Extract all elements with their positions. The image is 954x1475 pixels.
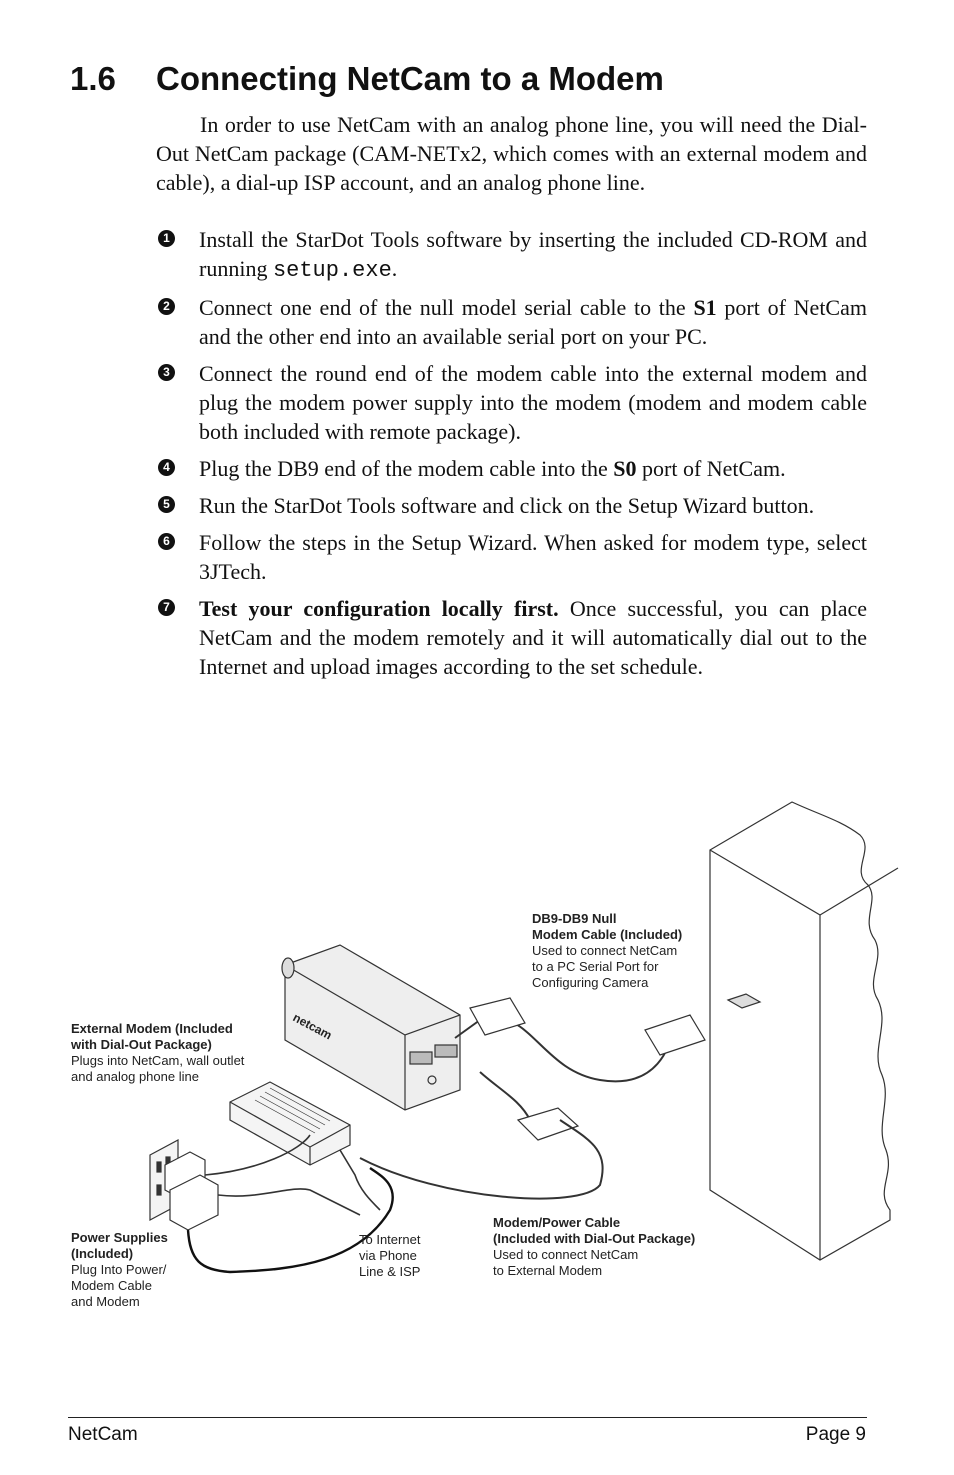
steps-list bbox=[156, 225, 867, 689]
callout-line: Plugs into NetCam, wall outlet bbox=[71, 1053, 245, 1068]
step-number-badge: 4 bbox=[158, 459, 175, 476]
step-1 bbox=[156, 225, 867, 285]
callout-title: Modem/Power Cable bbox=[493, 1215, 621, 1230]
step-text: Connect one end of the null model serial cable to the bbox=[199, 295, 694, 320]
step-5 bbox=[156, 491, 867, 520]
section-number: 1.6 bbox=[70, 60, 116, 97]
camera-brand-text: netcam bbox=[290, 1010, 335, 1043]
callout-title: Power Supplies bbox=[71, 1230, 168, 1245]
pc-tower-top-edge bbox=[820, 868, 898, 915]
s0-port-label: S0 bbox=[613, 456, 637, 481]
callout-line: Used to connect NetCam bbox=[532, 943, 678, 958]
step-text: Run the StarDot Tools software and click on the Setup Wizard button. bbox=[199, 493, 815, 518]
step-bold-lead: Test your configuration locally first. bbox=[199, 596, 559, 621]
step-7 bbox=[156, 594, 867, 681]
connection-diagram bbox=[60, 790, 920, 1320]
callout-title: External Modem (Included bbox=[71, 1021, 233, 1036]
step-number-badge: 7 bbox=[158, 599, 175, 616]
camera-lens bbox=[282, 958, 294, 978]
callout-line: to a PC Serial Port for bbox=[532, 959, 659, 974]
callout-line: and analog phone line bbox=[71, 1069, 199, 1084]
pc-tower bbox=[710, 802, 890, 1260]
step-text: Install the StarDot Tools software by inserting the included CD-ROM and running bbox=[199, 227, 867, 281]
callout-modem-power-cable bbox=[493, 1215, 695, 1279]
section-heading bbox=[70, 60, 664, 98]
step-number-badge: 2 bbox=[158, 298, 175, 315]
step-6 bbox=[156, 528, 867, 586]
footer-rule bbox=[68, 1417, 867, 1418]
step-text-end: . bbox=[391, 256, 398, 281]
footer-left: NetCam bbox=[68, 1424, 138, 1445]
pc-serial-port bbox=[728, 994, 760, 1008]
setup-exe-code: setup.exe bbox=[272, 258, 392, 283]
camera-port-s0 bbox=[410, 1052, 432, 1064]
null-modem-connector-a bbox=[470, 998, 525, 1035]
step-3 bbox=[156, 359, 867, 446]
callout-line: Modem Cable bbox=[71, 1278, 152, 1293]
null-modem-connector-b bbox=[645, 1015, 705, 1055]
callout-power-supplies bbox=[71, 1230, 168, 1310]
callout-line: Configuring Camera bbox=[532, 975, 649, 990]
callout-line: via Phone bbox=[359, 1248, 417, 1263]
pc-tower-edge bbox=[710, 850, 820, 1260]
modem-power-cable bbox=[480, 1072, 530, 1120]
step-text: Plug the DB9 end of the modem cable into the bbox=[199, 456, 614, 481]
callout-title: Modem Cable (Included) bbox=[532, 927, 683, 942]
callout-modem bbox=[71, 1021, 244, 1085]
step-text-end: port of NetCam and the other end into an available serial port on your PC. bbox=[199, 295, 867, 349]
step-2 bbox=[156, 293, 867, 351]
page-number: Page 9 bbox=[805, 1424, 866, 1445]
callout-title: with Dial-Out Package) bbox=[71, 1037, 212, 1052]
section-title: Connecting NetCam to a Modem bbox=[156, 60, 664, 97]
callout-line: Plug Into Power/ bbox=[71, 1262, 167, 1277]
callout-line: To Internet bbox=[359, 1232, 421, 1247]
intro-paragraph: In order to use NetCam with an analog phone line, you will need the Dial-Out NetCam package (CAM-NETx2, which comes with an external modem and cable), a dial-up ISP account, and an analog phone line. bbox=[156, 112, 867, 195]
camera-port-s1 bbox=[435, 1045, 457, 1057]
callout-line: Used to connect NetCam bbox=[493, 1247, 639, 1262]
external-modem bbox=[230, 1082, 350, 1165]
callout-title: (Included) bbox=[71, 1246, 134, 1261]
step-text: Follow the steps in the Setup Wizard. When asked for modem type, select 3JTech. bbox=[199, 530, 867, 584]
step-number-badge: 5 bbox=[158, 496, 175, 513]
callout-null-cable bbox=[532, 911, 682, 991]
step-text: Connect the round end of the modem cable into the external modem and plug the modem power supply into the modem (modem and modem cable both included with remote package). bbox=[199, 361, 867, 444]
callout-title: DB9-DB9 Null bbox=[532, 911, 617, 926]
callout-line: to External Modem bbox=[493, 1263, 603, 1278]
step-number-badge: 6 bbox=[158, 533, 175, 550]
modem-db9-connector bbox=[518, 1108, 578, 1140]
step-text-end: port of NetCam. bbox=[636, 456, 786, 481]
s1-port-label: S1 bbox=[693, 295, 717, 320]
step-text-end: Once successful, you can place NetCam and the modem remotely and it will automatically dial out to the Internet and upload images according to the set schedule. bbox=[199, 596, 867, 679]
step-4 bbox=[156, 454, 867, 483]
step-number-badge: 1 bbox=[158, 230, 175, 247]
callout-title: (Included with Dial-Out Package) bbox=[493, 1231, 696, 1246]
callout-line: and Modem bbox=[71, 1294, 140, 1309]
step-number-badge: 3 bbox=[158, 364, 175, 381]
callout-internet bbox=[359, 1232, 420, 1280]
callout-line: Line & ISP bbox=[359, 1264, 421, 1279]
